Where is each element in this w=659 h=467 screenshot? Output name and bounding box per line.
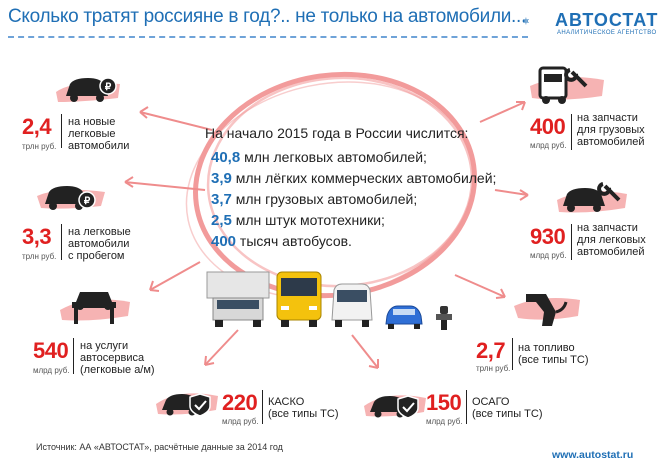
stat-desc	[518, 342, 589, 366]
center-summary	[205, 125, 495, 252]
center-row-num: 400	[211, 233, 237, 250]
van-icon	[330, 282, 374, 328]
stat-unit: млрд руб.	[530, 251, 567, 260]
stat-desc-line: с пробегом	[68, 250, 125, 262]
center-row-text: млн лёгких коммерческих автомобилей;	[235, 170, 497, 186]
bus-icon	[275, 270, 323, 328]
stat-desc	[268, 396, 339, 420]
center-row-num: 3,9	[211, 170, 232, 187]
stat-desc-line: на запчасти	[577, 112, 638, 124]
svg-text:₽: ₽	[104, 82, 112, 93]
stat-desc-line: ОСАГО	[472, 396, 510, 408]
stat-desc-line: (все типы ТС)	[268, 408, 339, 420]
new-car-ruble-icon	[52, 62, 124, 112]
stat-separator	[571, 114, 572, 150]
stat-value: 2,7	[476, 338, 506, 363]
stat-desc-line: легковые	[68, 128, 116, 140]
stat-desc	[68, 116, 129, 152]
stat-desc-line: для легковых	[577, 234, 646, 246]
site-link[interactable]: www.autostat.ru	[552, 449, 634, 461]
stat-unit: млрд руб.	[33, 366, 70, 375]
truck-wrench-icon	[528, 60, 608, 112]
stat-value: 150	[426, 390, 462, 415]
stat-value: 930	[530, 224, 566, 249]
stat-desc-line: на легковые	[68, 226, 131, 238]
center-row-text: млн грузовых автомобилей;	[235, 191, 418, 207]
used-car-ruble-icon	[35, 172, 107, 222]
center-row-text: млн штук мототехники;	[235, 212, 385, 228]
source-note: Источник: АА «АВТОСТАТ», расчётные данные за 2014 год	[36, 442, 283, 452]
fuel-nozzle-icon	[512, 282, 582, 334]
center-row	[205, 210, 495, 231]
center-intro: На начало 2015 года в России числится:	[205, 125, 469, 141]
motorcycle-icon	[432, 304, 456, 332]
page-title: Сколько тратят россияне в год?.. не только на автомобили...	[8, 6, 526, 27]
stat-desc-line: (легковые а/м)	[80, 364, 155, 376]
stat-desc-line: на запчасти	[577, 222, 638, 234]
stat-separator	[262, 390, 263, 424]
center-row	[205, 231, 495, 252]
stat-desc-line: автомобили	[68, 238, 130, 250]
stat-unit: трлн руб.	[22, 142, 57, 151]
stat-desc-line: на топливо	[518, 342, 575, 354]
stat-value: 400	[530, 114, 566, 139]
stat-unit: трлн руб.	[22, 252, 57, 261]
stat-desc-line: КАСКО	[268, 396, 305, 408]
stat-desc-line: на услуги	[80, 340, 129, 352]
center-row-num: 40,8	[211, 149, 241, 166]
stat-unit: млрд руб.	[530, 141, 567, 150]
center-row-num: 3,7	[211, 191, 232, 208]
stat-desc-line: на новые	[68, 116, 116, 128]
stat-separator	[466, 390, 467, 424]
car-shield-icon	[154, 378, 222, 424]
stat-desc	[68, 226, 131, 262]
stat-value: 220	[222, 390, 258, 415]
logo-subtitle: АНАЛИТИЧЕСКОЕ АГЕНТСТВО	[557, 30, 657, 36]
stat-desc-line: автомобилей	[577, 136, 645, 148]
stat-unit: млрд руб.	[426, 417, 463, 426]
stat-desc-line: (все типы ТС)	[472, 408, 543, 420]
center-row-text: млн легковых автомобилей;	[244, 149, 427, 165]
stat-desc	[80, 340, 155, 376]
stat-desc	[577, 112, 645, 148]
center-row	[205, 147, 495, 168]
svg-text:₽: ₽	[83, 196, 91, 207]
stat-unit: трлн руб.	[476, 364, 511, 373]
center-row	[205, 189, 495, 210]
stat-separator	[73, 338, 74, 374]
car-wrench-icon	[555, 172, 630, 222]
car-shield-icon	[362, 380, 430, 426]
stat-desc-line: автомобилей	[577, 246, 645, 258]
stat-desc	[472, 396, 543, 420]
stat-desc-line: автосервиса	[80, 352, 145, 364]
car-lift-icon	[58, 282, 133, 330]
stat-value: 540	[33, 338, 69, 363]
stat-separator	[512, 338, 513, 370]
car-icon	[384, 300, 424, 330]
center-row	[205, 168, 495, 189]
center-row-num: 2,5	[211, 212, 232, 229]
stat-unit: млрд руб.	[222, 417, 259, 426]
stat-separator	[571, 224, 572, 260]
stat-separator	[61, 114, 62, 148]
stat-desc-line: автомобили	[68, 140, 130, 152]
logo-name: АВТОСТАТ	[555, 10, 659, 30]
center-row-text: тысяч автобусов.	[239, 233, 352, 249]
stat-desc-line: (все типы ТС)	[518, 354, 589, 366]
stat-value: 2,4	[22, 114, 52, 139]
truck-icon	[205, 268, 271, 328]
stat-desc	[577, 222, 646, 258]
stat-value: 3,3	[22, 224, 52, 249]
stat-separator	[61, 224, 62, 260]
stat-desc-line: для грузовых	[577, 124, 645, 136]
